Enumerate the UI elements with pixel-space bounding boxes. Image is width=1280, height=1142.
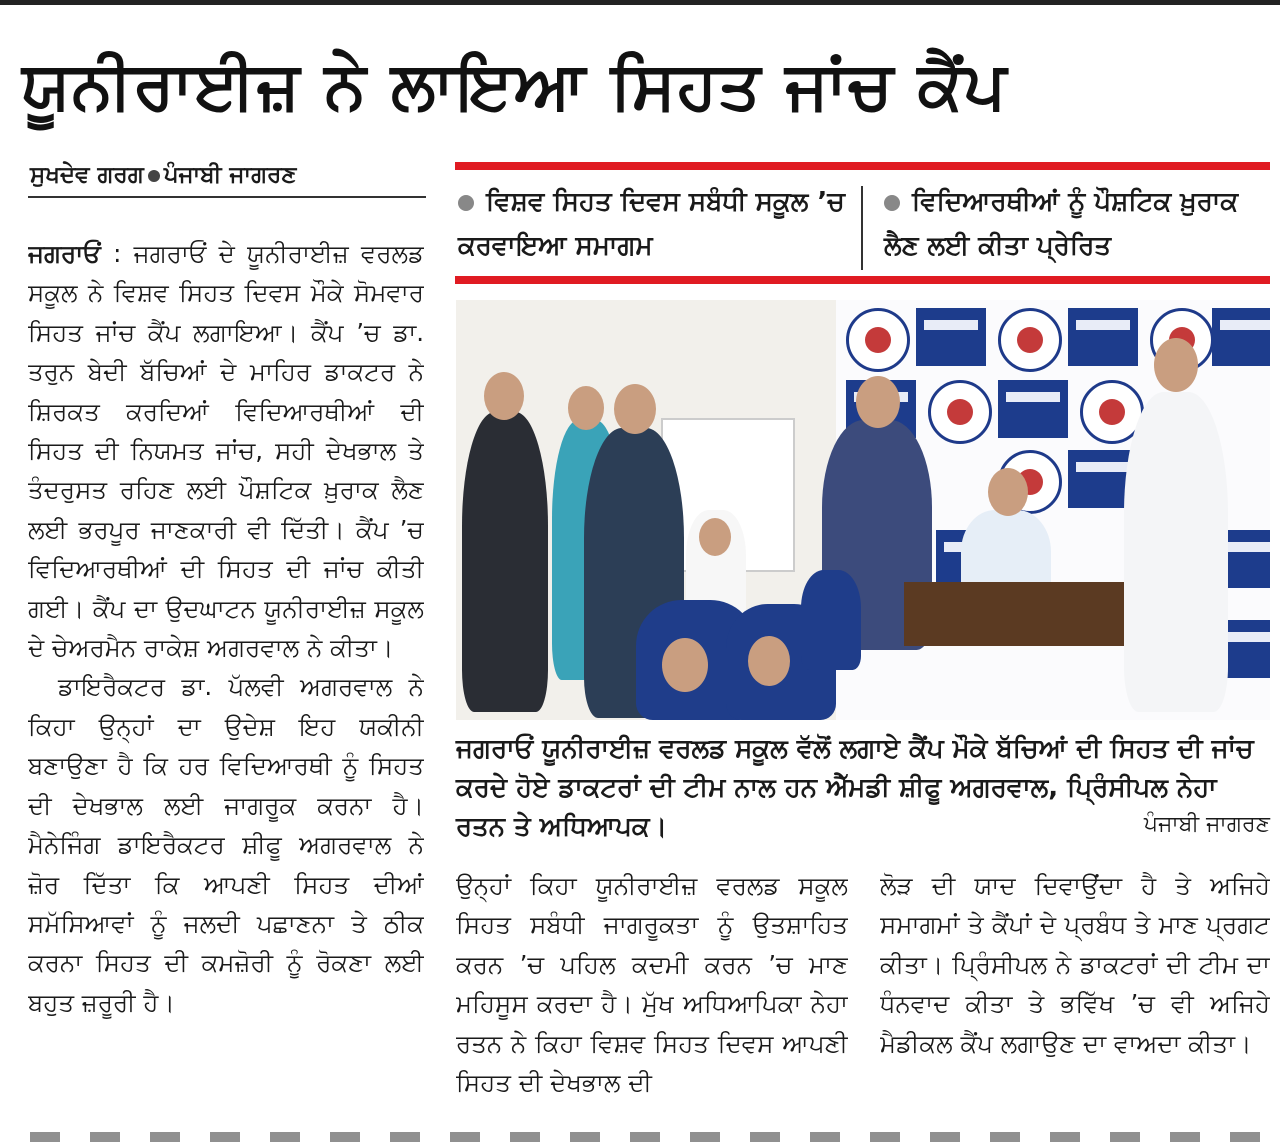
bullet-icon	[148, 170, 160, 182]
photo-student-2-head	[662, 638, 708, 692]
photo-doctor-head	[988, 468, 1028, 516]
school-crest-icon	[998, 308, 1062, 372]
bullet-icon	[458, 195, 474, 211]
photo-person-4-head	[856, 376, 900, 428]
photo-person-2-head	[568, 386, 604, 430]
photo-desk	[904, 582, 1124, 646]
subhead-bottom-rule	[455, 276, 1270, 284]
subhead-2	[884, 180, 1268, 272]
school-brand-tile	[1068, 308, 1138, 366]
body-paragraph-4: ਲੋੜ ਦੀ ਯਾਦ ਦਿਵਾਉਂਦਾ ਹੈ ਤੇ ਅਜਿਹੇ ਸਮਾਗਮਾਂ ਤੇ ਕੈਂਪਾਂ ਦੇ ਪ੍ਰਬੰਧ ਤੇ ਮਾਣ ਪ੍ਰਗਟ ਕੀਤਾ। ਪ੍ਰਿੰਸੀਪਲ ਨੇ ਡਾਕਟਰਾਂ ਦੀ ਟੀਮ ਦਾ ਧੰਨਵਾਦ ਕੀਤਾ ਤੇ ਭਵਿੱਖ ’ਚ ਵੀ ਅਜਿਹੇ ਮੈਡੀਕਲ ਕੈਂਪ ਲਗਾਉਣ ਦਾ ਵਾਅਦਾ ਕੀਤਾ।	[880, 871, 1270, 1058]
school-brand-tile	[998, 380, 1068, 438]
body-column-right	[880, 866, 1270, 1100]
photo-student-3-head	[748, 636, 790, 686]
body-paragraph-2: ਡਾਇਰੈਕਟਰ ਡਾ. ਪੱਲਵੀ ਅਗਰਵਾਲ ਨੇ ਕਿਹਾ ਉਨ੍ਹਾਂ ਦਾ ਉਦੇਸ਼ ਇਹ ਯਕੀਨੀ ਬਣਾਉਣਾ ਹੈ ਕਿ ਹਰ ਵਿਦਿਆਰਥੀ ਨੂੰ ਸਿਹਤ ਦੀ ਦੇਖਭਾਲ ਲਈ ਜਾਗਰੂਕ ਕਰਨਾ ਹੈ। ਮੈਨੇਜਿੰਗ ਡਾਇਰੈਕਟਰ ਸ਼ੀਫੂ ਅਗਰਵਾਲ ਨੇ ਜ਼ੋਰ ਦਿੱਤਾ ਕਿ ਆਪਣੀ ਸਿਹਤ ਦੀਆਂ ਸਮੱਸਿਆਵਾਂ ਨੂੰ ਜਲਦੀ ਪਛਾਣਨਾ ਤੇ ਠੀਕ ਕਰਨਾ ਸਿਹਤ ਦੀ ਕਮਜ਼ੋਰੀ ਨੂੰ ਰੋਕਣਾ ਲਈ ਬਹੁਤ ਜ਼ਰੂਰੀ ਹੈ।	[28, 672, 424, 1017]
body-paragraph-1	[28, 234, 424, 667]
headline: ਯੂਨੀਰਾਈਜ਼ ਨੇ ਲਾਇਆ ਸਿਹਤ ਜਾਂਚ ਕੈਂਪ	[22, 47, 1008, 124]
subhead-1	[458, 180, 854, 272]
next-article-edge	[30, 1132, 1270, 1142]
body-paragraph-3: ਉਨ੍ਹਾਂ ਕਿਹਾ ਯੂਨੀਰਾਈਜ਼ ਵਰਲਡ ਸਕੂਲ ਸਿਹਤ ਸਬੰਧੀ ਜਾਗਰੂਕਤਾ ਨੂੰ ਉਤਸ਼ਾਹਿਤ ਕਰਨ ’ਚ ਪਹਿਲ ਕਦਮੀ ਕਰਨ ’ਚ ਮਾਣ ਮਹਿਸੂਸ ਕਰਦਾ ਹੈ। ਮੁੱਖ ਅਧਿਆਪਿਕਾ ਨੇਹਾ ਰਤਨ ਨੇ ਕਿਹਾ ਵਿਸ਼ਵ ਸਿਹਤ ਦਿਵਸ ਆਪਣੀ ਸਿਹਤ ਦੀ ਦੇਖਭਾਲ ਦੀ	[456, 871, 848, 1098]
byline-divider	[28, 196, 426, 198]
photo-person-6	[1124, 392, 1228, 712]
photo-credit: ਪੰਜਾਬੀ ਜਾਗਰਣ	[1143, 812, 1270, 837]
photo-person-6-head	[1154, 338, 1198, 392]
byline-publication: ਪੰਜਾਬੀ ਜਾਗਰਣ	[163, 162, 297, 188]
body-column-left	[28, 234, 424, 1100]
photo-student-1-head	[699, 518, 731, 556]
subhead-1-text: ਵਿਸ਼ਵ ਸਿਹਤ ਦਿਵਸ ਸਬੰਧੀ ਸਕੂਲ ’ਚ ਕਰਵਾਇਆ ਸਮਾਗਮ	[458, 187, 845, 261]
school-brand-tile	[916, 308, 986, 366]
school-crest-icon	[928, 380, 992, 444]
school-crest-icon	[846, 308, 910, 372]
bullet-icon	[884, 195, 900, 211]
byline	[30, 158, 430, 192]
dateline: ਜਗਰਾਓਂ	[28, 239, 101, 268]
news-photo	[456, 300, 1270, 720]
subhead-divider	[861, 186, 863, 270]
photo-person-1-head	[484, 372, 524, 420]
photo-person-1	[462, 412, 548, 712]
school-brand-tile	[1212, 308, 1270, 366]
byline-author: ਸੁਖਦੇਵ ਗਰਗ	[30, 162, 144, 188]
top-rule	[0, 0, 1280, 5]
body-column-middle	[456, 866, 848, 1100]
photo-person-3-head	[614, 384, 656, 434]
photo-caption: ਜਗਰਾਓਂ ਯੂਨੀਰਾਈਜ਼ ਵਰਲਡ ਸਕੂਲ ਵੱਲੋਂ ਲਗਾਏ ਕੈਂਪ ਮੌਕੇ ਬੱਚਿਆਂ ਦੀ ਸਿਹਤ ਦੀ ਜਾਂਚ ਕਰਦੇ ਹੋਏ ਡਾਕਟਰਾਂ ਦੀ ਟੀਮ ਨਾਲ ਹਨ ਐੱਮਡੀ ਸ਼ੀਫੂ ਅਗਰਵਾਲ, ਪ੍ਰਿੰਸੀਪਲ ਨੇਹਾ ਰਤਨ ਤੇ ਅਧਿਆਪਕ।	[456, 734, 1254, 842]
photo-student-4	[801, 570, 861, 670]
body-paragraph-1-text: : ਜਗਰਾਓਂ ਦੇ ਯੂਨੀਰਾਈਜ਼ ਵਰਲਡ ਸਕੂਲ ਨੇ ਵਿਸ਼ਵ ਸਿਹਤ ਦਿਵਸ ਮੌਕੇ ਸੋਮਵਾਰ ਸਿਹਤ ਜਾਂਚ ਕੈਂਪ ਲਗਾਇਆ। ਕੈਂਪ ’ਚ ਡਾ. ਤਰੁਨ ਬੇਦੀ ਬੱਚਿਆਂ ਦੇ ਮਾਹਿਰ ਡਾਕਟਰ ਨੇ ਸ਼ਿਰਕਤ ਕਰਦਿਆਂ ਵਿਦਿਆਰਥੀਆਂ ਦੀ ਸਿਹਤ ਦੀ ਨਿਯਮਤ ਜਾਂਚ, ਸਹੀ ਦੇਖਭਾਲ ਤੇ ਤੰਦਰੁਸਤ ਰਹਿਣ ਲਈ ਪੌਸ਼ਟਿਕ ਖ਼ੁਰਾਕ ਲੈਣ ਲਈ ਭਰਪੂਰ ਜਾਣਕਾਰੀ ਵੀ ਦਿੱਤੀ। ਕੈਂਪ ’ਚ ਵਿਦਿਆਰਥੀਆਂ ਦੀ ਸਿਹਤ ਦੀ ਜਾਂਚ ਕੀਤੀ ਗਈ। ਕੈਂਪ ਦਾ ਉਦਘਾਟਨ ਯੂਨੀਰਾਈਜ਼ ਸਕੂਲ ਦੇ ਚੇਅਰਮੈਨ ਰਾਕੇਸ਼ ਅਗਰਵਾਲ ਨੇ ਕੀਤਾ।	[28, 239, 424, 663]
subhead-top-rule	[455, 162, 1270, 170]
subhead-2-text: ਵਿਦਿਆਰਥੀਆਂ ਨੂੰ ਪੌਸ਼ਟਿਕ ਖ਼ੁਰਾਕ ਲੈਣ ਲਈ ਕੀਤਾ ਪ੍ਰੇਰਿਤ	[884, 187, 1239, 261]
